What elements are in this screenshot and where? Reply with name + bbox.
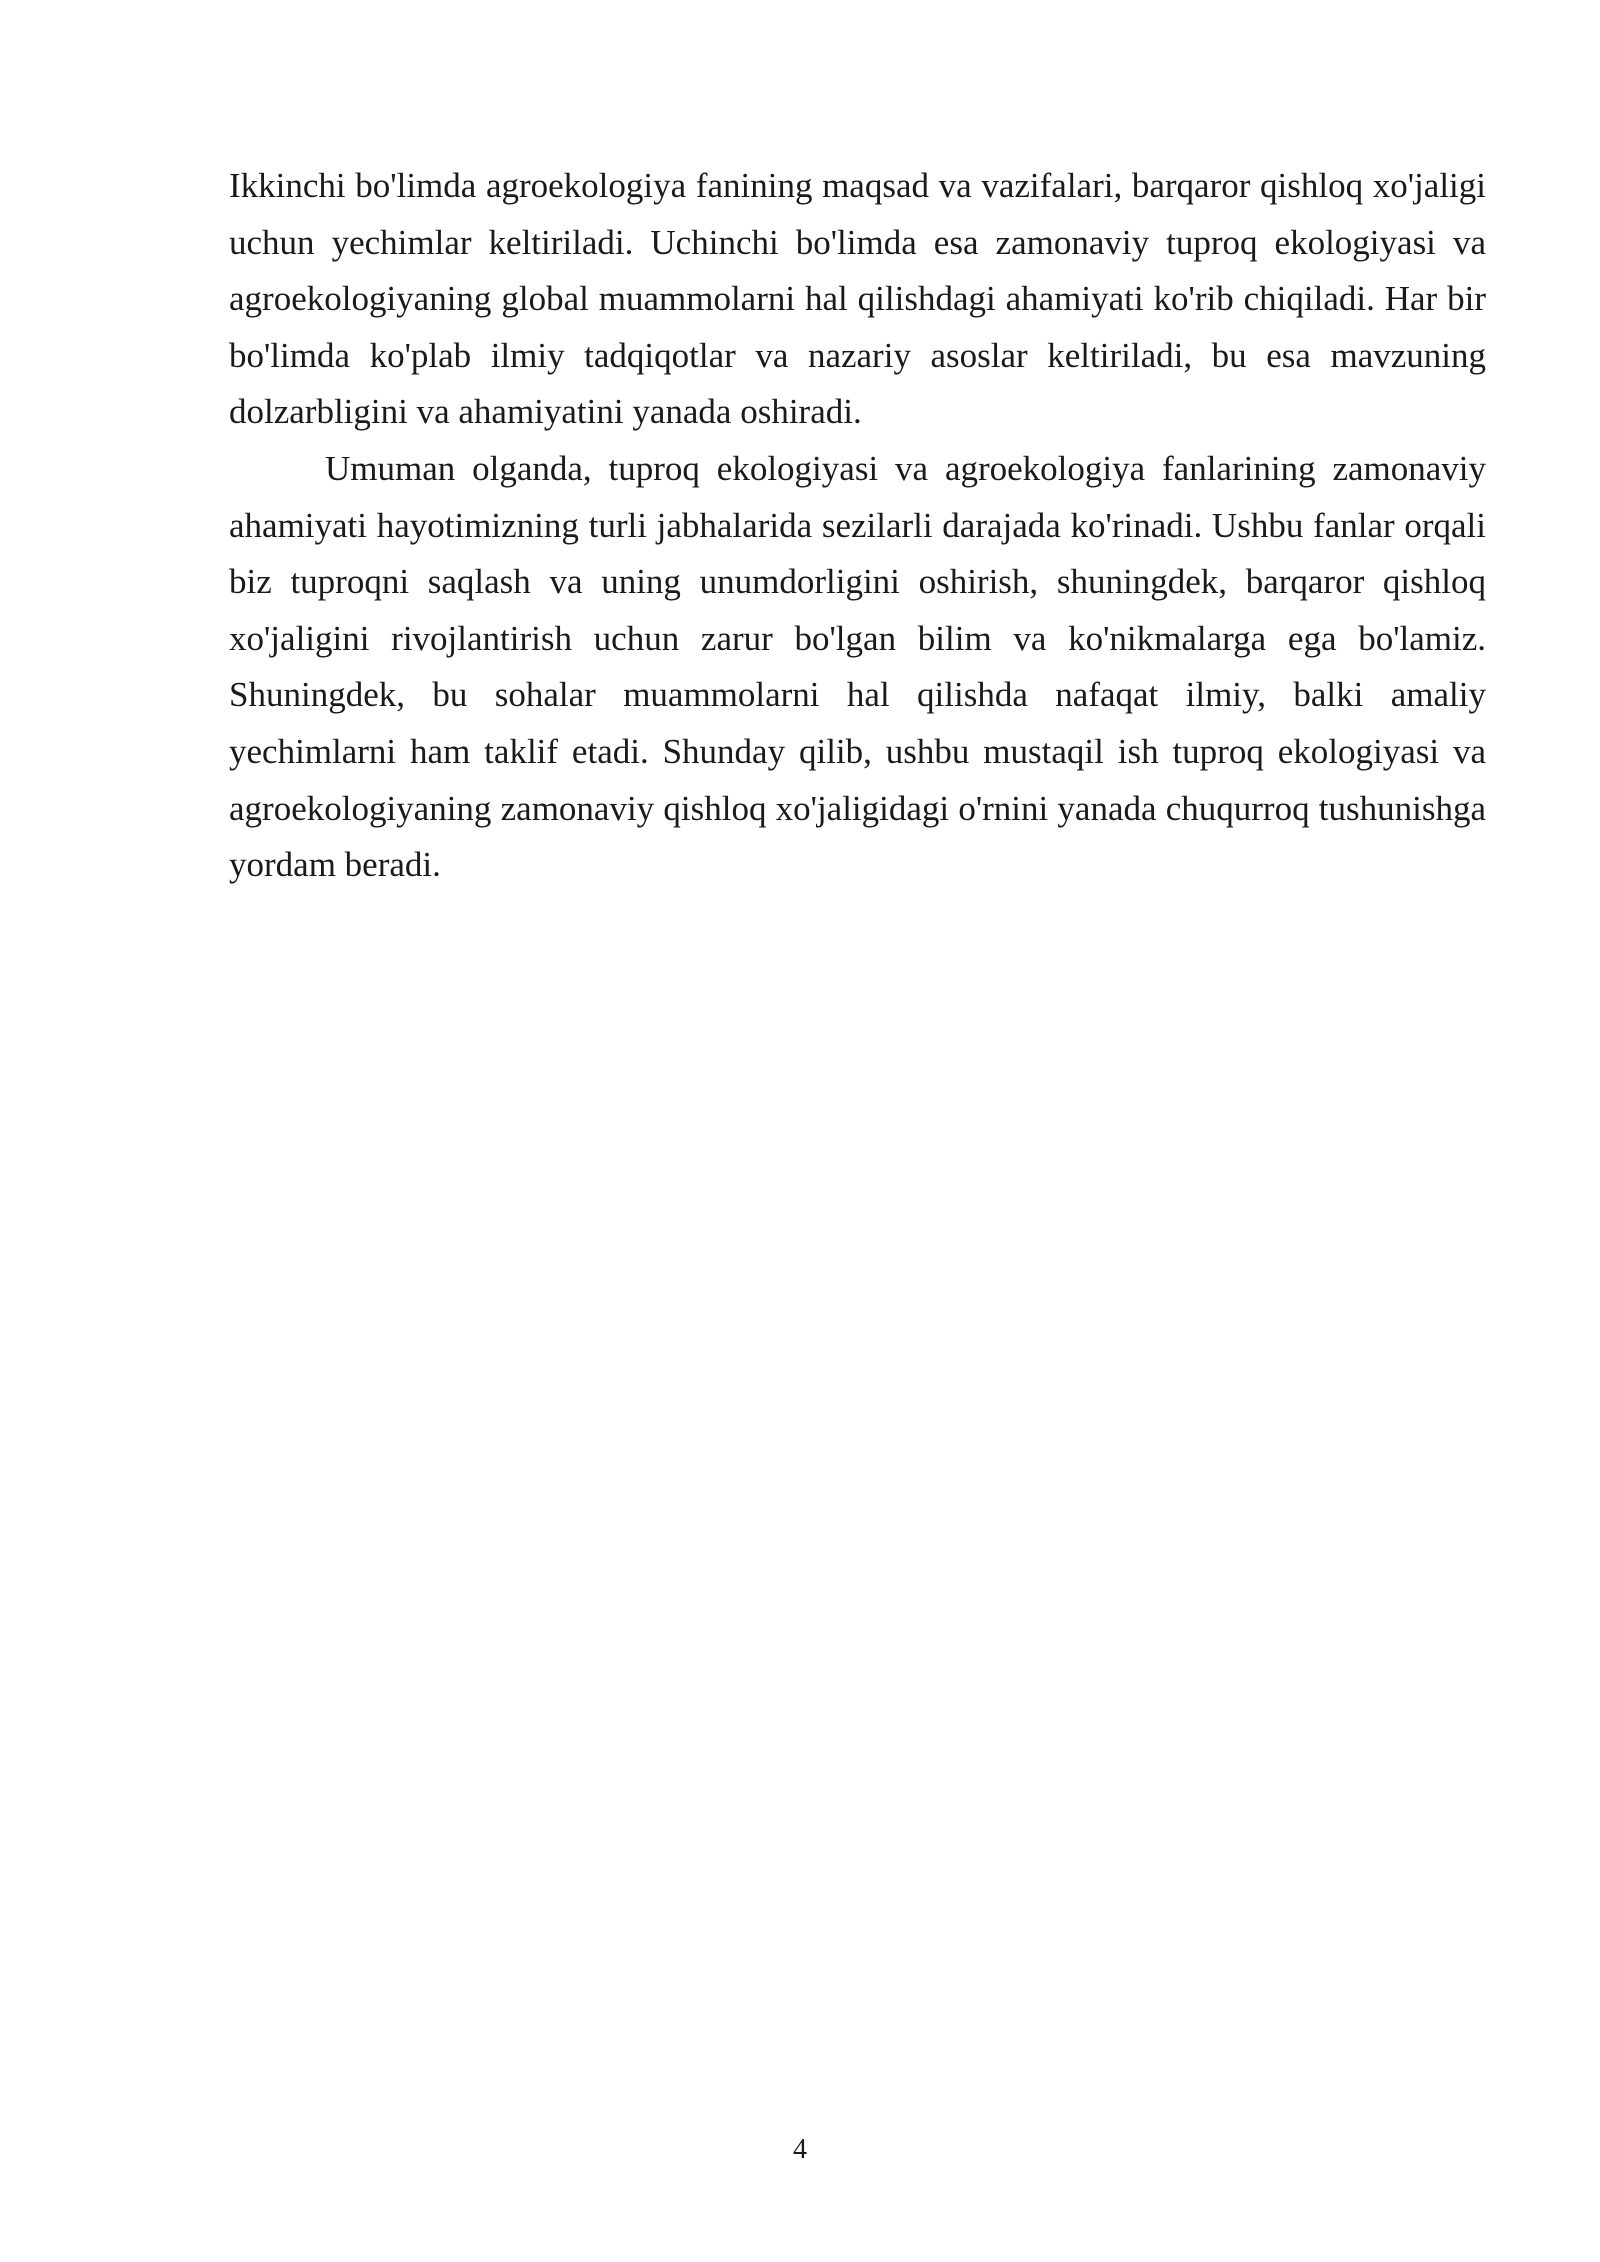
- paragraph-1: Ikkinchi bo'limda agroekologiya fanining maqsad va vazifalari, barqaror qishloq xo'jaligi uchun yechimlar keltiriladi. Uchinchi bo'limda esa zamonaviy tuproq ekologiyasi va agroekologiyaning global muammolarni hal qilishdagi ahamiyati ko'rib chiqiladi. Har bir bo'limda ko'plab ilmiy tadqiqotlar va nazariy asoslar keltiriladi, bu esa mavzuning dolzarbligini va ahamiyatini yanada oshiradi.: [229, 166, 1486, 432]
- page-number: 4: [793, 2134, 807, 2165]
- body-text: [229, 158, 1486, 894]
- paragraph-2: Umuman olganda, tuproq ekologiyasi va agroekologiya fanlarining zamonaviy ahamiyati hayotimizning turli jabhalarida sezilarli darajada ko'rinadi. Ushbu fanlar orqali biz tuproqni saqlash va uning unumdorligini oshirish, shuningdek, barqaror qishloq xo'jaligini rivojlantirish uchun zarur bo'lgan bilim va ko'nikmalarga ega bo'lamiz. Shuningdek, bu sohalar muammolarni hal qilishda nafaqat ilmiy, balki amaliy yechimlarni ham taklif etadi. Shunday qilib, ushbu mustaqil ish tuproq ekologiyasi va agroekologiyaning zamonaviy qishloq xo'jaligidagi o'rnini yanada chuqurroq tushunishga yordam beradi.: [229, 448, 1486, 885]
